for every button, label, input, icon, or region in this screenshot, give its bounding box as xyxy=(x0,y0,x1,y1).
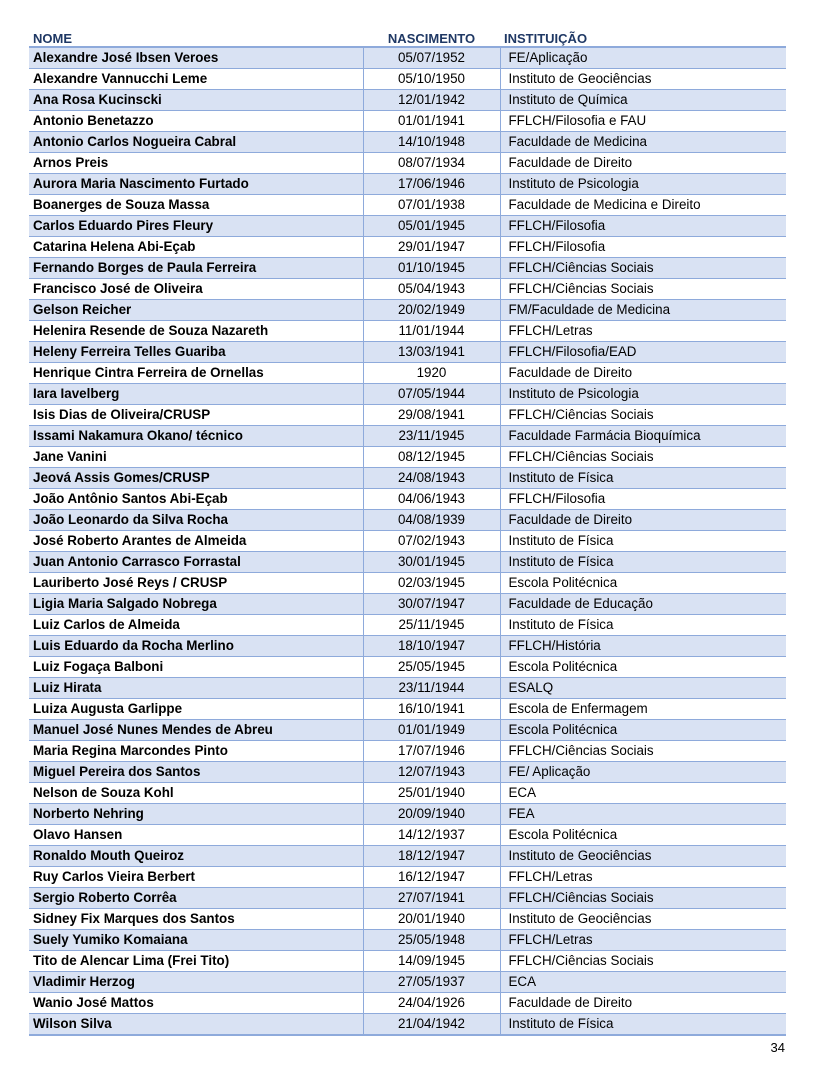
table-row xyxy=(29,909,786,930)
table-row xyxy=(29,321,786,342)
table-row xyxy=(29,531,786,552)
cell-institution: FE/Aplicação xyxy=(500,47,786,69)
cell-institution: Escola Politécnica xyxy=(500,720,786,741)
table-row xyxy=(29,657,786,678)
cell-institution: ESALQ xyxy=(500,678,786,699)
table-row xyxy=(29,237,786,258)
cell-name: Luiz Carlos de Almeida xyxy=(29,615,363,636)
cell-institution: FFLCH/Filosofia xyxy=(500,237,786,258)
cell-institution: Faculdade de Medicina xyxy=(500,132,786,153)
cell-birth: 07/05/1944 xyxy=(363,384,500,405)
cell-institution: Instituto de Geociências xyxy=(500,846,786,867)
cell-birth: 20/01/1940 xyxy=(363,909,500,930)
cell-name: Arnos Preis xyxy=(29,153,363,174)
cell-institution: Instituto de Física xyxy=(500,531,786,552)
cell-name: Alexandre José Ibsen Veroes xyxy=(29,47,363,69)
cell-name: Norberto Nehring xyxy=(29,804,363,825)
table-row xyxy=(29,888,786,909)
table-header xyxy=(29,26,786,47)
cell-institution: Escola de Enfermagem xyxy=(500,699,786,720)
table-row xyxy=(29,132,786,153)
cell-name: Suely Yumiko Komaiana xyxy=(29,930,363,951)
cell-name: Wilson Silva xyxy=(29,1014,363,1036)
cell-birth: 21/04/1942 xyxy=(363,1014,500,1036)
cell-birth: 01/01/1941 xyxy=(363,111,500,132)
cell-birth: 14/10/1948 xyxy=(363,132,500,153)
header-name: NOME xyxy=(29,26,363,47)
cell-name: Issami Nakamura Okano/ técnico xyxy=(29,426,363,447)
cell-birth: 05/04/1943 xyxy=(363,279,500,300)
cell-institution: Faculdade de Direito xyxy=(500,510,786,531)
cell-birth: 05/01/1945 xyxy=(363,216,500,237)
cell-institution: FFLCH/Filosofia xyxy=(500,489,786,510)
table-row xyxy=(29,258,786,279)
cell-institution: Instituto de Física xyxy=(500,1014,786,1036)
cell-institution: Instituto de Psicologia xyxy=(500,174,786,195)
cell-name: Luis Eduardo da Rocha Merlino xyxy=(29,636,363,657)
cell-name: Antonio Benetazzo xyxy=(29,111,363,132)
table-row xyxy=(29,279,786,300)
cell-institution: FFLCH/Ciências Sociais xyxy=(500,258,786,279)
cell-name: Miguel Pereira dos Santos xyxy=(29,762,363,783)
cell-birth: 16/12/1947 xyxy=(363,867,500,888)
cell-name: Fernando Borges de Paula Ferreira xyxy=(29,258,363,279)
cell-birth: 29/08/1941 xyxy=(363,405,500,426)
cell-name: Ronaldo Mouth Queiroz xyxy=(29,846,363,867)
cell-institution: ECA xyxy=(500,972,786,993)
cell-name: Lauriberto José Reys / CRUSP xyxy=(29,573,363,594)
table-row xyxy=(29,447,786,468)
cell-birth: 24/08/1943 xyxy=(363,468,500,489)
cell-name: Luiz Fogaça Balboni xyxy=(29,657,363,678)
cell-birth: 02/03/1945 xyxy=(363,573,500,594)
cell-name: Manuel José Nunes Mendes de Abreu xyxy=(29,720,363,741)
cell-institution: FFLCH/Ciências Sociais xyxy=(500,405,786,426)
table-row xyxy=(29,552,786,573)
table-row xyxy=(29,405,786,426)
table-row xyxy=(29,699,786,720)
cell-name: João Leonardo da Silva Rocha xyxy=(29,510,363,531)
cell-institution: FFLCH/Ciências Sociais xyxy=(500,951,786,972)
cell-name: Alexandre Vannucchi Leme xyxy=(29,69,363,90)
cell-birth: 16/10/1941 xyxy=(363,699,500,720)
table-row xyxy=(29,783,786,804)
cell-institution: Faculdade de Medicina e Direito xyxy=(500,195,786,216)
table-row xyxy=(29,720,786,741)
cell-birth: 25/01/1940 xyxy=(363,783,500,804)
cell-name: Gelson Reicher xyxy=(29,300,363,321)
table-row xyxy=(29,594,786,615)
cell-birth: 18/12/1947 xyxy=(363,846,500,867)
cell-birth: 08/12/1945 xyxy=(363,447,500,468)
cell-birth: 18/10/1947 xyxy=(363,636,500,657)
cell-name: Jane Vanini xyxy=(29,447,363,468)
table-row xyxy=(29,993,786,1014)
cell-birth: 01/10/1945 xyxy=(363,258,500,279)
cell-birth: 14/12/1937 xyxy=(363,825,500,846)
table-row xyxy=(29,825,786,846)
table-row xyxy=(29,489,786,510)
cell-name: Aurora Maria Nascimento Furtado xyxy=(29,174,363,195)
header-row xyxy=(29,26,786,47)
table-row xyxy=(29,195,786,216)
table-row xyxy=(29,174,786,195)
table-row xyxy=(29,846,786,867)
cell-name: Luiza Augusta Garlippe xyxy=(29,699,363,720)
cell-institution: Instituto de Física xyxy=(500,615,786,636)
cell-institution: Faculdade Farmácia Bioquímica xyxy=(500,426,786,447)
cell-birth: 17/07/1946 xyxy=(363,741,500,762)
cell-institution: FFLCH/Filosofia/EAD xyxy=(500,342,786,363)
cell-birth: 01/01/1949 xyxy=(363,720,500,741)
cell-birth: 04/08/1939 xyxy=(363,510,500,531)
cell-institution: Faculdade de Direito xyxy=(500,993,786,1014)
table-row xyxy=(29,741,786,762)
cell-name: Maria Regina Marcondes Pinto xyxy=(29,741,363,762)
cell-institution: FFLCH/História xyxy=(500,636,786,657)
cell-name: Heleny Ferreira Telles Guariba xyxy=(29,342,363,363)
cell-name: Wanio José Mattos xyxy=(29,993,363,1014)
cell-birth: 20/09/1940 xyxy=(363,804,500,825)
table-row xyxy=(29,804,786,825)
cell-name: Isis Dias de Oliveira/CRUSP xyxy=(29,405,363,426)
table-body xyxy=(29,47,786,1035)
table-row xyxy=(29,153,786,174)
cell-institution: FE/ Aplicação xyxy=(500,762,786,783)
cell-birth: 05/07/1952 xyxy=(363,47,500,69)
table-row xyxy=(29,90,786,111)
cell-name: Francisco José de Oliveira xyxy=(29,279,363,300)
cell-name: Sidney Fix Marques dos Santos xyxy=(29,909,363,930)
cell-name: Ana Rosa Kucinscki xyxy=(29,90,363,111)
cell-birth: 11/01/1944 xyxy=(363,321,500,342)
cell-institution: ECA xyxy=(500,783,786,804)
cell-institution: FFLCH/Letras xyxy=(500,867,786,888)
cell-name: Ligia Maria Salgado Nobrega xyxy=(29,594,363,615)
cell-birth: 07/01/1938 xyxy=(363,195,500,216)
roster-table xyxy=(29,26,786,1036)
cell-name: Vladimir Herzog xyxy=(29,972,363,993)
table-row xyxy=(29,615,786,636)
page-number: 34 xyxy=(770,1040,785,1055)
cell-birth: 07/02/1943 xyxy=(363,531,500,552)
table-row xyxy=(29,47,786,69)
cell-birth: 23/11/1944 xyxy=(363,678,500,699)
cell-birth: 25/05/1945 xyxy=(363,657,500,678)
table-row xyxy=(29,69,786,90)
cell-institution: Instituto de Psicologia xyxy=(500,384,786,405)
table-row xyxy=(29,1014,786,1036)
cell-institution: FFLCH/Filosofia xyxy=(500,216,786,237)
cell-institution: FFLCH/Ciências Sociais xyxy=(500,447,786,468)
table-row xyxy=(29,111,786,132)
cell-birth: 25/11/1945 xyxy=(363,615,500,636)
cell-name: Helenira Resende de Souza Nazareth xyxy=(29,321,363,342)
cell-institution: Instituto de Química xyxy=(500,90,786,111)
cell-birth: 23/11/1945 xyxy=(363,426,500,447)
table-row xyxy=(29,510,786,531)
cell-birth: 1920 xyxy=(363,363,500,384)
cell-birth: 25/05/1948 xyxy=(363,930,500,951)
cell-birth: 30/01/1945 xyxy=(363,552,500,573)
cell-name: Juan Antonio Carrasco Forrastal xyxy=(29,552,363,573)
cell-institution: FM/Faculdade de Medicina xyxy=(500,300,786,321)
cell-birth: 08/07/1934 xyxy=(363,153,500,174)
cell-birth: 17/06/1946 xyxy=(363,174,500,195)
cell-institution: FEA xyxy=(500,804,786,825)
cell-institution: Faculdade de Educação xyxy=(500,594,786,615)
table-row xyxy=(29,300,786,321)
cell-name: Jeová Assis Gomes/CRUSP xyxy=(29,468,363,489)
header-institution: INSTITUIÇÃO xyxy=(500,26,786,47)
table-row xyxy=(29,762,786,783)
cell-birth: 20/02/1949 xyxy=(363,300,500,321)
cell-birth: 13/03/1941 xyxy=(363,342,500,363)
cell-birth: 04/06/1943 xyxy=(363,489,500,510)
cell-birth: 24/04/1926 xyxy=(363,993,500,1014)
cell-institution: FFLCH/Filosofia e FAU xyxy=(500,111,786,132)
cell-birth: 12/07/1943 xyxy=(363,762,500,783)
table-row xyxy=(29,216,786,237)
table-row xyxy=(29,342,786,363)
cell-institution: Instituto de Física xyxy=(500,468,786,489)
cell-institution: Escola Politécnica xyxy=(500,573,786,594)
table-row xyxy=(29,930,786,951)
cell-birth: 05/10/1950 xyxy=(363,69,500,90)
cell-institution: FFLCH/Letras xyxy=(500,321,786,342)
table-row xyxy=(29,678,786,699)
cell-institution: FFLCH/Ciências Sociais xyxy=(500,888,786,909)
table-row xyxy=(29,972,786,993)
cell-institution: Faculdade de Direito xyxy=(500,153,786,174)
table-row xyxy=(29,636,786,657)
cell-name: Nelson de Souza Kohl xyxy=(29,783,363,804)
cell-name: José Roberto Arantes de Almeida xyxy=(29,531,363,552)
cell-institution: FFLCH/Ciências Sociais xyxy=(500,741,786,762)
cell-name: Catarina Helena Abi-Eçab xyxy=(29,237,363,258)
cell-name: Sergio Roberto Corrêa xyxy=(29,888,363,909)
header-birth: NASCIMENTO xyxy=(363,26,500,47)
cell-birth: 30/07/1947 xyxy=(363,594,500,615)
table-row xyxy=(29,951,786,972)
cell-birth: 27/07/1941 xyxy=(363,888,500,909)
table-row xyxy=(29,363,786,384)
table-row xyxy=(29,573,786,594)
cell-name: Carlos Eduardo Pires Fleury xyxy=(29,216,363,237)
cell-institution: Escola Politécnica xyxy=(500,825,786,846)
cell-birth: 29/01/1947 xyxy=(363,237,500,258)
table-row xyxy=(29,867,786,888)
cell-institution: Instituto de Geociências xyxy=(500,69,786,90)
table-row xyxy=(29,468,786,489)
cell-name: Boanerges de Souza Massa xyxy=(29,195,363,216)
cell-name: Antonio Carlos Nogueira Cabral xyxy=(29,132,363,153)
table-row xyxy=(29,384,786,405)
cell-institution: Faculdade de Direito xyxy=(500,363,786,384)
cell-name: Iara Iavelberg xyxy=(29,384,363,405)
cell-name: Ruy Carlos Vieira Berbert xyxy=(29,867,363,888)
cell-institution: Escola Politécnica xyxy=(500,657,786,678)
cell-institution: FFLCH/Letras xyxy=(500,930,786,951)
cell-name: Tito de Alencar Lima (Frei Tito) xyxy=(29,951,363,972)
cell-birth: 12/01/1942 xyxy=(363,90,500,111)
cell-name: Henrique Cintra Ferreira de Ornellas xyxy=(29,363,363,384)
cell-institution: FFLCH/Ciências Sociais xyxy=(500,279,786,300)
cell-birth: 14/09/1945 xyxy=(363,951,500,972)
cell-institution: Instituto de Geociências xyxy=(500,909,786,930)
cell-institution: Instituto de Física xyxy=(500,552,786,573)
cell-birth: 27/05/1937 xyxy=(363,972,500,993)
table-row xyxy=(29,426,786,447)
cell-name: João Antônio Santos Abi-Eçab xyxy=(29,489,363,510)
cell-name: Luiz Hirata xyxy=(29,678,363,699)
cell-name: Olavo Hansen xyxy=(29,825,363,846)
